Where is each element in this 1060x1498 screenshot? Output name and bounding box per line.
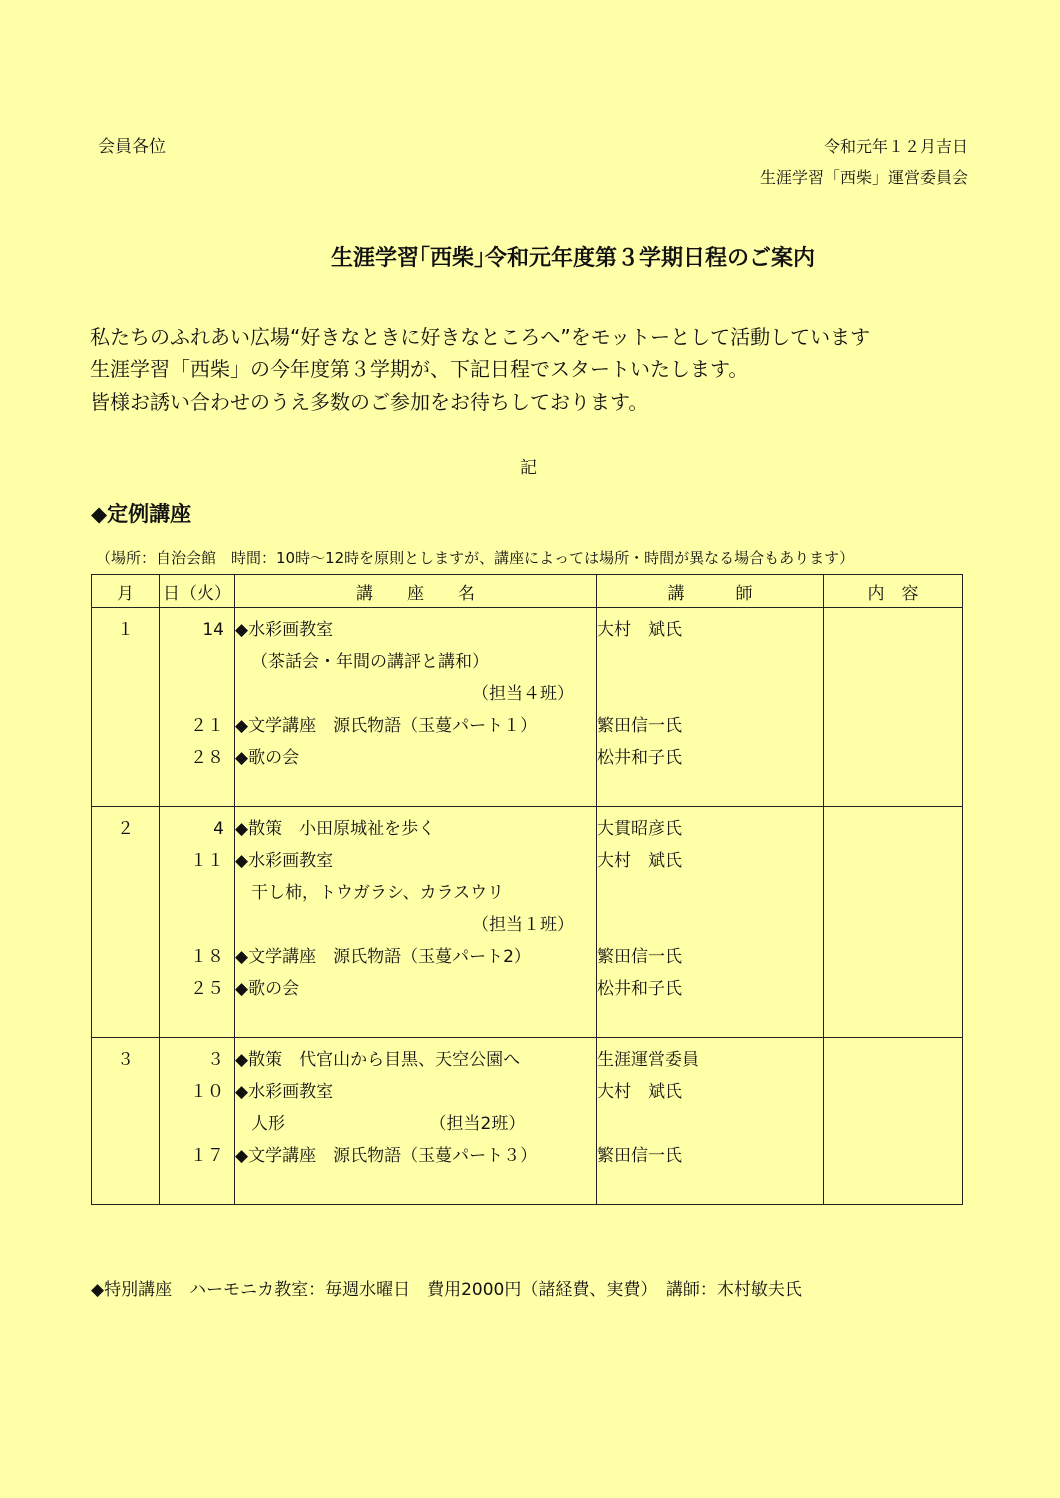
month-block <box>92 807 963 1038</box>
day-value <box>160 774 234 806</box>
month-label: ２ <box>117 819 134 839</box>
teacher-name: 繁田信一氏 <box>597 947 682 967</box>
teacher-name <box>597 909 823 941</box>
teacher-name: 大村 斌氏 <box>597 1082 682 1102</box>
teacher-name <box>597 1005 823 1037</box>
location-note: （場所：自治会館 時間：10時～12時を原則としますが、講座によっては場所・時間が異なる場合もあります） <box>96 549 855 567</box>
day-value: ３ <box>207 1050 224 1070</box>
header-teacher: 講 師 <box>597 575 824 608</box>
course-name: ◆水彩画教室 <box>235 620 334 640</box>
intro-line-2: 生涯学習「西柴」の今年度第３学期が、下記日程でスタートいたします。 <box>90 357 749 381</box>
day-value: 4 <box>213 819 224 839</box>
day-value: ２５ <box>190 979 224 999</box>
teacher-name <box>597 774 823 806</box>
course-cell <box>235 608 597 807</box>
course-name: ◆文学講座 源氏物語（玉蔓パート３） <box>235 1146 538 1166</box>
month-cell <box>92 608 160 807</box>
day-value: ２１ <box>190 716 224 736</box>
page-title: 生涯学習｢西柴｣令和元年度第３学期日程のご案内 <box>330 246 815 271</box>
teacher-name <box>597 877 823 909</box>
day-value: １１ <box>190 851 224 871</box>
intro-line-1: 私たちのふれあい広場“好きなときに好きなところへ”をモットーとして活動しています <box>90 325 871 349</box>
day-value <box>160 646 234 678</box>
day-value: １８ <box>190 947 224 967</box>
header-day: 日（火） <box>160 575 235 608</box>
sender: 生涯学習「西柴」運営委員会 <box>759 168 968 187</box>
course-name: （担当１班） <box>472 915 574 935</box>
month-cell <box>92 1038 160 1205</box>
teacher-name: 松井和子氏 <box>597 979 682 999</box>
section-title: ◆定例講座 <box>91 502 192 526</box>
teacher-name: 繁田信一氏 <box>597 716 682 736</box>
day-value <box>160 1005 234 1037</box>
month-cell <box>92 807 160 1038</box>
content-cell <box>824 608 963 807</box>
day-value: １０ <box>190 1082 224 1102</box>
course-name: ◆歌の会 <box>235 979 300 999</box>
day-value <box>160 678 234 710</box>
course-name: ◆散策 代官山から目黒、天空公園へ <box>235 1050 521 1070</box>
day-value: １７ <box>190 1146 224 1166</box>
content-cell <box>824 1038 963 1205</box>
course-name: 干し柿，トウガラシ、カラスウリ <box>251 883 505 903</box>
teacher-name <box>597 646 823 678</box>
month-label: １ <box>117 620 134 640</box>
course-name: （担当４班） <box>472 684 574 704</box>
teacher-name: 繁田信一氏 <box>597 1146 682 1166</box>
teacher-cell <box>597 608 824 807</box>
course-name: ◆文学講座 源氏物語（玉蔓パート2） <box>235 947 531 967</box>
teacher-name: 大村 斌氏 <box>597 851 682 871</box>
issue-date: 令和元年１２月吉日 <box>823 137 968 156</box>
intro-line-3: 皆様お誘い合わせのうえ多数のご参加をお待ちしております。 <box>90 390 649 414</box>
course-name: ◆水彩画教室 <box>235 851 334 871</box>
course-name: 人形 （担当2班） <box>251 1114 526 1134</box>
month-block <box>92 1038 963 1205</box>
course-name: ◆歌の会 <box>235 748 300 768</box>
ki-mark: 記 <box>520 458 537 478</box>
course-name: ◆水彩画教室 <box>235 1082 334 1102</box>
day-value <box>160 1172 234 1204</box>
day-value <box>160 877 234 909</box>
day-value: ２８ <box>190 748 224 768</box>
header-content: 内 容 <box>824 575 963 608</box>
recipient: 会員各位 <box>98 137 166 157</box>
teacher-name <box>597 1172 823 1204</box>
teacher-cell <box>597 1038 824 1205</box>
course-name <box>235 1005 596 1037</box>
teacher-name: 大貫昭彦氏 <box>597 819 682 839</box>
month-block <box>92 608 963 807</box>
course-name: ◆文学講座 源氏物語（玉蔓パート１） <box>235 716 538 736</box>
course-name <box>235 774 596 806</box>
teacher-name: 生涯運営委員 <box>597 1050 699 1070</box>
teacher-name <box>597 1108 823 1140</box>
teacher-name <box>597 678 823 710</box>
teacher-name: 松井和子氏 <box>597 748 682 768</box>
day-value <box>160 909 234 941</box>
day-value: 14 <box>202 620 224 640</box>
header-month: 月 <box>92 575 160 608</box>
month-label: ３ <box>117 1050 134 1070</box>
course-name <box>235 1172 596 1204</box>
day-value <box>160 1108 234 1140</box>
course-cell <box>235 1038 597 1205</box>
course-cell <box>235 807 597 1038</box>
teacher-name: 大村 斌氏 <box>597 620 682 640</box>
header-course: 講 座 名 <box>235 575 597 608</box>
special-course: ◆特別講座 ハーモニカ教室：毎週水曜日 費用2000円（諸経費、実費） 講師：木村敏夫氏 <box>91 1280 802 1300</box>
day-cell <box>160 608 235 807</box>
course-name: （茶話会・年間の講評と講和） <box>251 652 489 672</box>
day-cell <box>160 807 235 1038</box>
schedule-table <box>91 574 963 1205</box>
day-cell <box>160 1038 235 1205</box>
course-name: ◆散策 小田原城祉を歩く <box>235 819 436 839</box>
teacher-cell <box>597 807 824 1038</box>
table-header-row <box>92 575 963 608</box>
content-cell <box>824 807 963 1038</box>
